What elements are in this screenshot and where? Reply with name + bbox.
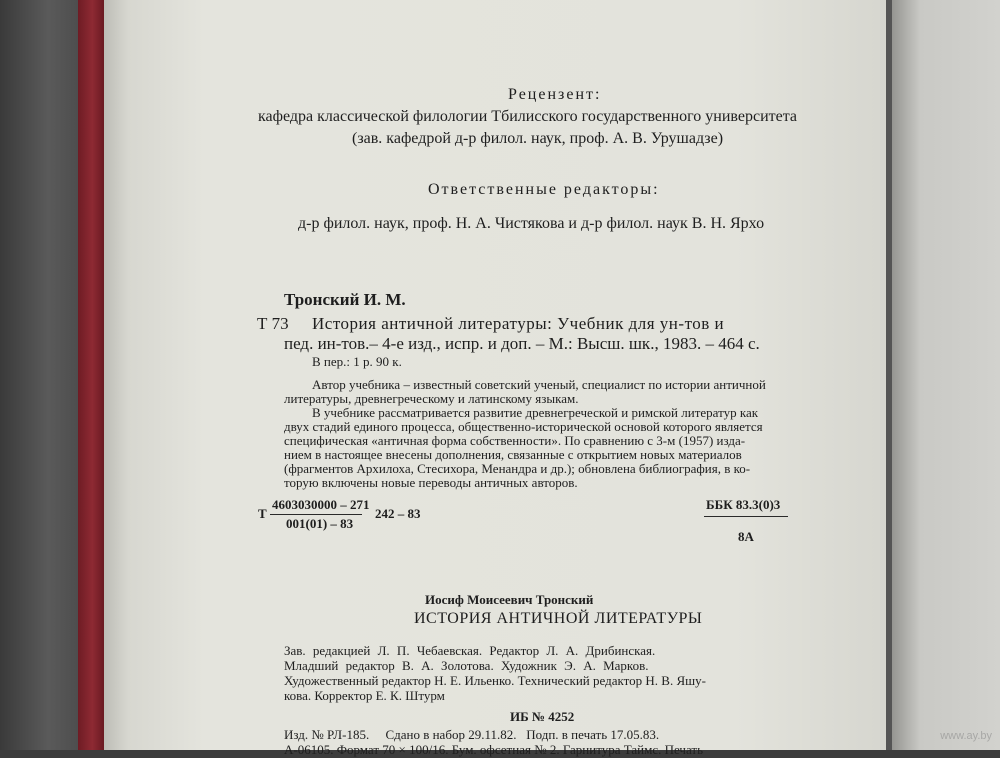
catalog-code: Т 73 (257, 314, 289, 333)
annotation-line: Автор учебника – известный советский ученый, специалист по истории античной (312, 377, 766, 392)
formula-numerator: 4603030000 – 271 (272, 497, 370, 512)
bbk-code: ББК 83.3(0)3 (706, 497, 781, 512)
formula-denominator: 001(01) – 83 (286, 516, 354, 531)
catalog-price: В пер.: 1 р. 90 к. (312, 354, 402, 369)
annotation-line: В учебнике рассматривается развитие древнегреческой и римской литератур как (312, 405, 759, 420)
colophon-title: ИСТОРИЯ АНТИЧНОЙ ЛИТЕРАТУРЫ (414, 610, 703, 627)
bbk-sub: 8А (738, 529, 754, 544)
watermark: www.ay.by (940, 730, 992, 742)
annotation-line: двух стадий единого процесса, общественно-исторической основой которого является (284, 419, 763, 434)
formula-right: 242 – 83 (375, 506, 421, 521)
catalog-title-line-2: пед. ин-тов.– 4-е изд., испр. и доп. – М.: Высш. шк., 1983. – 464 с. (284, 334, 760, 353)
credits-line: Младший редактор В. А. Золотова. Художник Э. А. Марков. (284, 658, 649, 673)
formula-prefix: Т (258, 506, 267, 521)
annotation-line: нием в настоящее внесены дополнения, связанные с открытием новых материалов (284, 447, 742, 462)
formula-fraction-line (270, 514, 362, 515)
reviewer-line-2: (зав. кафедрой д-р филол. наук, проф. А. В. Урушадзе) (352, 130, 724, 147)
annotation-line: литературы, древнегреческому и латинскому языкам. (284, 391, 579, 406)
annotation-line: специфическая «античная форма собственности». По сравнению с 3-м (1957) изда- (284, 433, 746, 448)
reviewer-heading: Рецензент: (508, 86, 602, 103)
bbk-rule (704, 516, 788, 517)
catalog-title-line-1: История античной литературы: Учебник для ун-тов и (312, 314, 725, 333)
catalog-author: Тронский И. М. (284, 290, 406, 309)
publication-line-2: А-06105. Формат 70 × 100/16. Бум. офсетная № 2. Гарнитура Таймс. Печать (284, 742, 704, 757)
page-stack-edge (104, 0, 130, 750)
annotation-line: (фрагментов Архилоха, Стесихора, Менандра и др.); обновлена библиография, в ко- (284, 461, 751, 476)
facing-page (886, 0, 1000, 750)
annotation-line: торую включены новые переводы античных авторов. (284, 475, 578, 490)
credits-line: кова. Корректор Е. К. Штурм (284, 688, 445, 703)
publication-line-1: Изд. № РЛ-185. Сдано в набор 29.11.82. Подп. в печать 17.05.83. (284, 727, 660, 742)
reviewer-line-1: кафедра классической филологии Тбилисского государственного университета (258, 108, 798, 125)
editors-line-1: д-р филол. наук, проф. Н. А. Чистякова и д-р филол. наук В. Н. Ярхо (298, 215, 765, 232)
editors-heading: Ответственные редакторы: (428, 181, 660, 198)
spine-shadow (886, 0, 892, 750)
credits-line: Художественный редактор Н. Е. Ильенко. Технический редактор Н. В. Яшу- (284, 673, 706, 688)
background-left (0, 0, 80, 750)
credits-line: Зав. редакцией Л. П. Чебаевская. Редактор Л. А. Дрибинская. (284, 643, 656, 658)
ib-number: ИБ № 4252 (510, 709, 575, 724)
book-cover-edge (78, 0, 104, 750)
colophon-author: Иосиф Моисеевич Тронский (425, 592, 594, 607)
